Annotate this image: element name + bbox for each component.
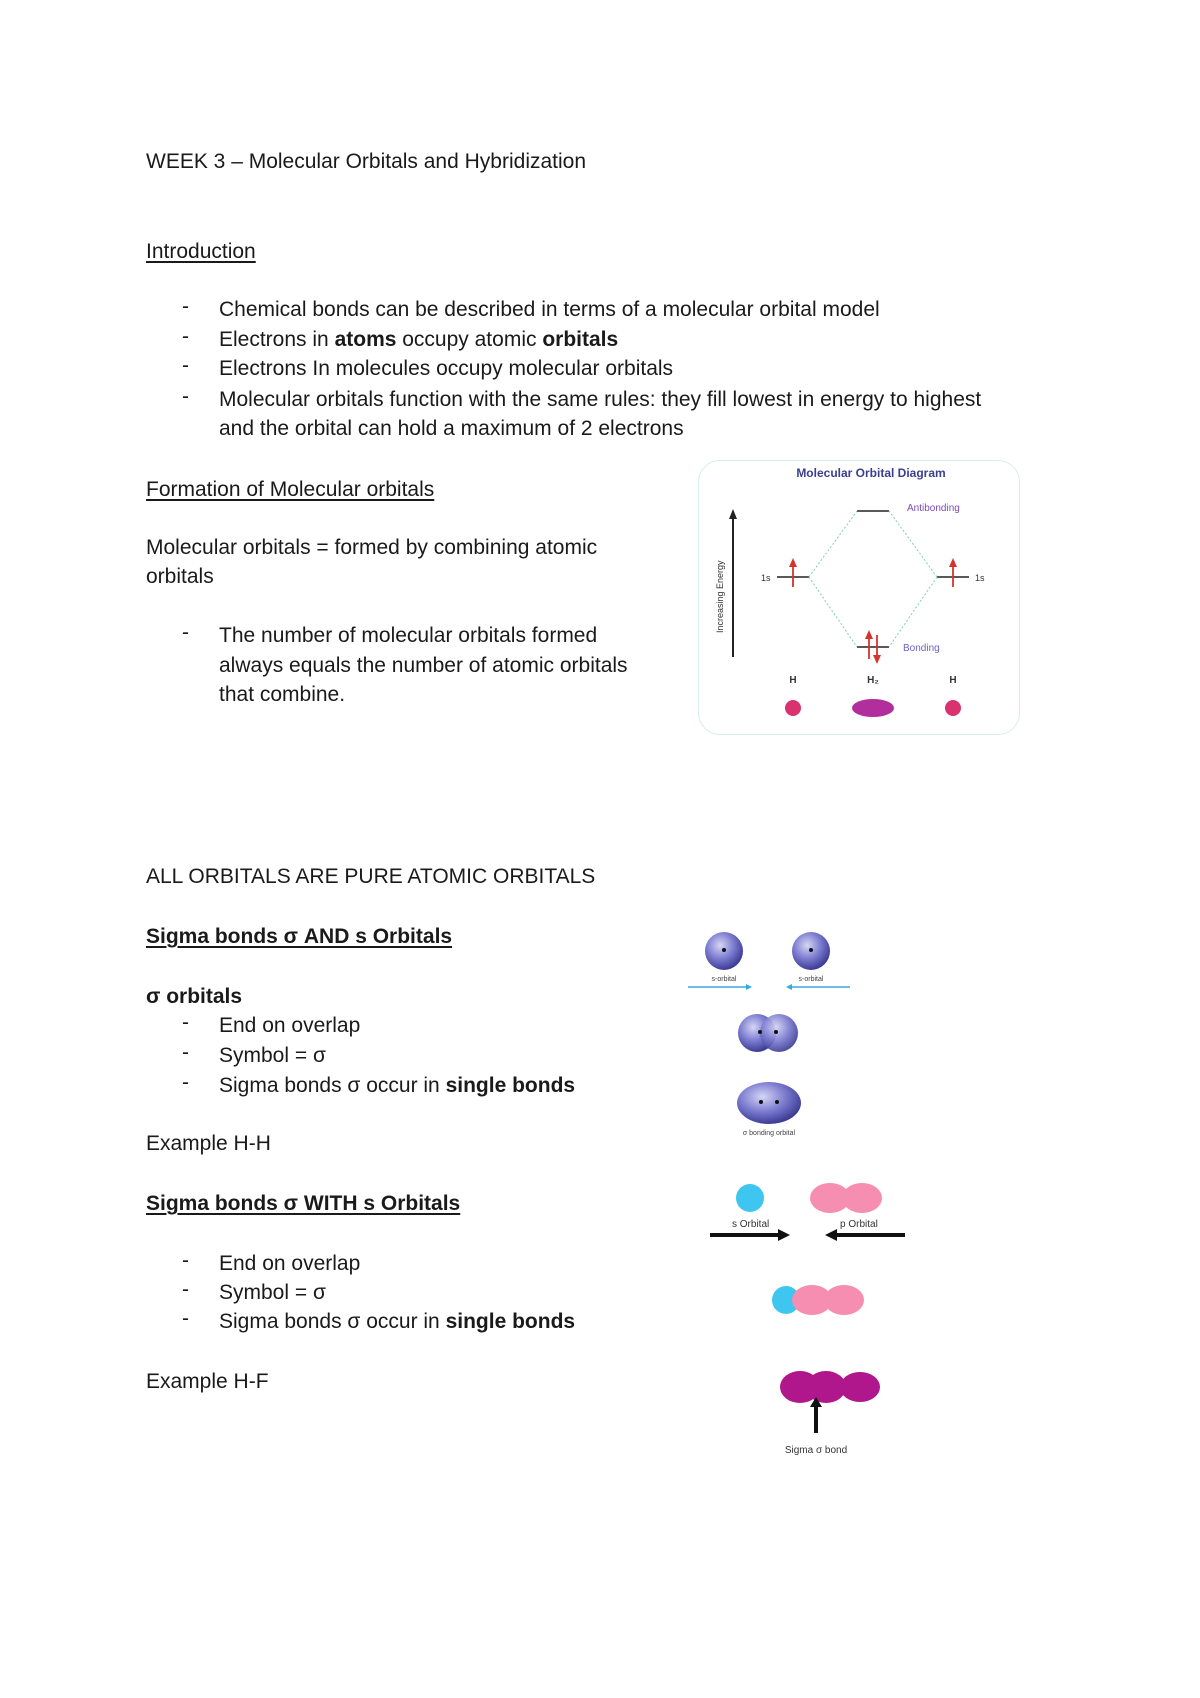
approach-arrows-black [710, 1229, 905, 1241]
ss-sigma-figure [680, 925, 860, 1145]
atom-label-left: H [789, 675, 797, 686]
text-run: End on overlap [219, 1252, 361, 1275]
sigma-bond-label: Sigma σ bond [784, 1445, 848, 1456]
atom-label-right: H [949, 675, 957, 686]
bullet-dash: - [182, 1041, 189, 1064]
bullet-dash: - [182, 1278, 189, 1301]
nucleus-right [809, 948, 813, 952]
formation-heading: Formation of Molecular orbitals [146, 478, 435, 501]
bullet-dash: - [182, 1307, 189, 1330]
bullet-dash: - [182, 1011, 189, 1034]
formation-bullet-line-1: The number of molecular orbitals formed [219, 624, 598, 647]
sigma-orbitals-subheading: σ orbitals [146, 985, 243, 1008]
overlap-nucleus-right [774, 1030, 778, 1034]
mo-diagram [698, 460, 1020, 735]
sigma-s-item-3 [219, 1071, 575, 1100]
sigma-s-item-1 [219, 1011, 360, 1040]
text-run: and the orbital can hold a maximum of 2 electrons [219, 417, 684, 440]
page-title: WEEK 3 – Molecular Orbitals and Hybridization [146, 150, 587, 173]
text-run: Molecular orbitals function with the same rules: they fill lowest in energy to highest [219, 388, 982, 411]
sigma-p-item-3 [219, 1307, 575, 1336]
text-run: Electrons in [219, 328, 335, 351]
bonding-nucleus-left [759, 1100, 763, 1104]
bullet-dash: - [182, 325, 189, 348]
p-orbital [810, 1183, 882, 1213]
bold-text-run: single bonds [445, 1074, 576, 1097]
sigma-p-item-1 [219, 1249, 360, 1278]
intro-heading: Introduction [146, 240, 256, 263]
sp-overlap [772, 1285, 864, 1315]
text-run: Sigma bonds σ occur in [219, 1074, 446, 1097]
p-orbital-label: p Orbital [840, 1219, 878, 1230]
formation-line-1: Molecular orbitals = formed by combining atomic [146, 536, 598, 559]
formation-bullet-line-2: always equals the number of atomic orbitals [219, 654, 628, 677]
bonding-nucleus-right [775, 1100, 779, 1104]
h-atom-left [785, 700, 801, 716]
text-run: Symbol = σ [219, 1281, 326, 1304]
sp-sigma-graphic [700, 1175, 920, 1460]
sigma-p-heading: Sigma bonds σ WITH s Orbitals [146, 1192, 461, 1215]
sigma-bond-shape [780, 1371, 880, 1403]
molecule-label: H₂ [867, 675, 879, 686]
text-run: occupy atomic [396, 328, 543, 351]
intro-item-3 [219, 354, 673, 383]
h2-molecule [852, 699, 894, 717]
sp-sigma-figure [700, 1175, 920, 1460]
s-orbital [736, 1184, 764, 1212]
s-orbital-left-label: s-orbital [711, 976, 737, 983]
intro-item-2 [219, 325, 618, 354]
bullet-dash: - [182, 354, 189, 377]
text-run: Symbol = σ [219, 1044, 326, 1067]
pure-orbitals-statement: ALL ORBITALS ARE PURE ATOMIC ORBITALS [146, 865, 596, 888]
mo-diagram-title: Molecular Orbital Diagram [796, 466, 946, 480]
text-run: Chemical bonds can be described in terms of a molecular orbital model [219, 298, 880, 321]
bold-text-run: single bonds [445, 1310, 576, 1333]
text-run: Sigma bonds σ occur in [219, 1310, 446, 1333]
bullet-dash: - [182, 1071, 189, 1094]
sigma-s-item-2 [219, 1041, 326, 1070]
bold-text-run: atoms [334, 328, 397, 351]
energy-axis-label: Increasing Energy [715, 560, 725, 633]
overlap-orbital-right [760, 1014, 798, 1052]
sigma-s-heading: Sigma bonds σ AND s Orbitals [146, 925, 453, 948]
sigma-bond-arrow [810, 1397, 822, 1433]
s-orbital-label: s Orbital [732, 1219, 770, 1230]
bullet-dash: - [182, 295, 189, 318]
right-1s-label: 1s [975, 573, 985, 583]
formation-bullet-line-3: that combine. [219, 683, 346, 706]
approach-arrows [688, 984, 850, 990]
h-atom-right [945, 700, 961, 716]
formation-line-2: orbitals [146, 565, 214, 588]
energy-axis-arrowhead [729, 509, 737, 519]
sigma-bonding-orbital-label: σ bonding orbital [742, 1130, 796, 1137]
left-1s-label: 1s [761, 573, 771, 583]
bonding-label: Bonding [903, 643, 940, 654]
example-h-f: Example H-F [146, 1370, 269, 1393]
bullet-dash: - [182, 1249, 189, 1272]
sigma-bonding-orbital [737, 1082, 801, 1124]
bullet-dash: - [182, 621, 189, 644]
overlap-nucleus-left [758, 1030, 762, 1034]
mo-diagram-graphic [699, 461, 1019, 734]
intro-item-1 [219, 295, 880, 324]
s-orbital-right-label: s-orbital [798, 976, 824, 983]
intro-item-4-continued [219, 414, 684, 443]
antibonding-label: Antibonding [907, 503, 960, 514]
ss-sigma-graphic [680, 925, 860, 1145]
intro-item-4 [219, 385, 981, 414]
example-h-h: Example H-H [146, 1132, 271, 1155]
sigma-p-item-2 [219, 1278, 326, 1307]
bullet-dash: - [182, 385, 189, 408]
text-run: Electrons In molecules occupy molecular orbitals [219, 357, 674, 380]
text-run: End on overlap [219, 1014, 361, 1037]
nucleus-left [722, 948, 726, 952]
bold-text-run: orbitals [542, 328, 619, 351]
correlation-lines [809, 511, 937, 647]
